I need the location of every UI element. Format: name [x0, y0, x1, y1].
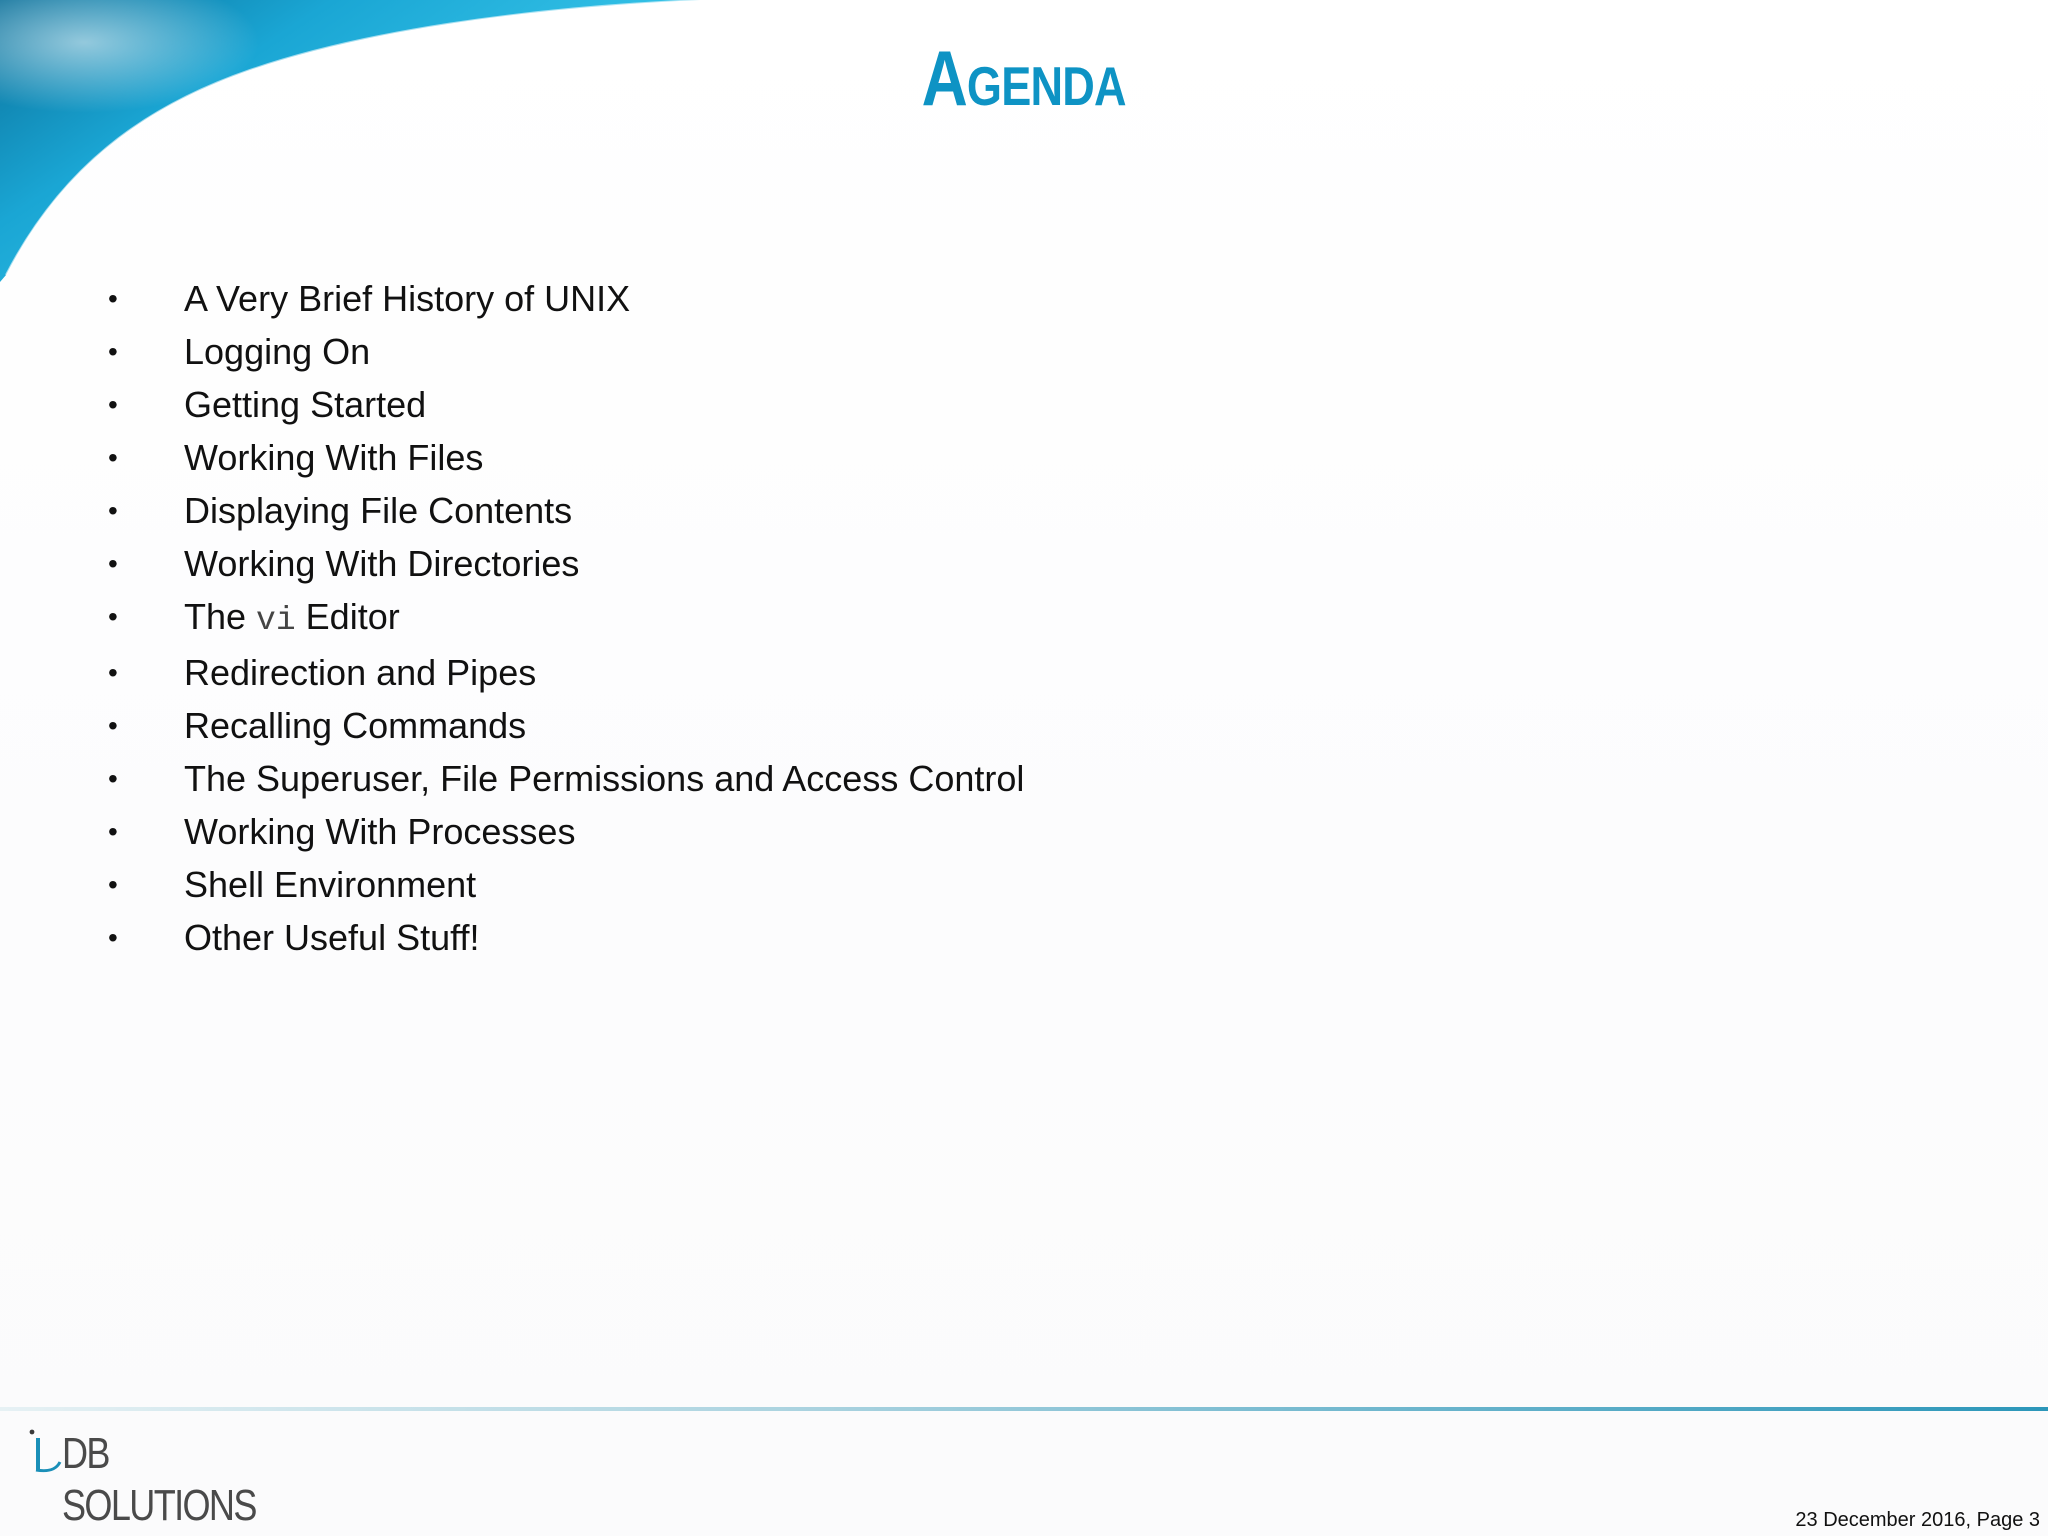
logo-mark-icon [26, 1424, 66, 1480]
bullet: • [108, 922, 118, 953]
agenda-item-text: Working With Files [184, 437, 484, 478]
agenda-item-text: Working With Processes [184, 811, 576, 852]
slide-title: Agenda [921, 34, 1126, 122]
bullet: • [108, 657, 118, 688]
bullet: • [108, 495, 118, 526]
agenda-item-text: Redirection and Pipes [184, 652, 537, 693]
footer-date-page: 23 December 2016, Page 3 [1795, 1509, 2040, 1531]
bullet: • [108, 601, 118, 632]
agenda-item-text: Displaying File Contents [184, 490, 573, 531]
bullet: • [108, 816, 118, 847]
agenda-item-text: Logging On [184, 331, 371, 372]
bullet: • [108, 389, 118, 420]
agenda-item-text: Recalling Commands [184, 705, 527, 746]
agenda-item-text: Working With Directories [184, 543, 580, 584]
agenda-item-text: Getting Started [184, 384, 427, 425]
agenda-item-text-pre: The [184, 596, 257, 637]
agenda-item-text: The Superuser, File Permissions and Access Control [184, 758, 1025, 799]
bullet: • [108, 869, 118, 900]
bullet: • [108, 442, 118, 473]
agenda-item-text: A Very Brief History of UNIX [184, 278, 631, 319]
bullet: • [108, 710, 118, 741]
footer-divider [0, 1407, 2048, 1411]
agenda-item-text: Shell Environment [184, 864, 477, 905]
bullet: • [108, 336, 118, 367]
agenda-item-text [184, 590, 400, 647]
agenda-item-text-post: Editor [295, 596, 400, 637]
agenda-item-text: Other Useful Stuff! [184, 917, 480, 958]
company-logo [26, 1424, 286, 1530]
bullet: • [108, 283, 118, 314]
bullet: • [108, 763, 118, 794]
bullet: • [108, 548, 118, 579]
vi-code: vi [256, 602, 296, 639]
logo-text: DB SOLUTIONS [62, 1429, 256, 1530]
